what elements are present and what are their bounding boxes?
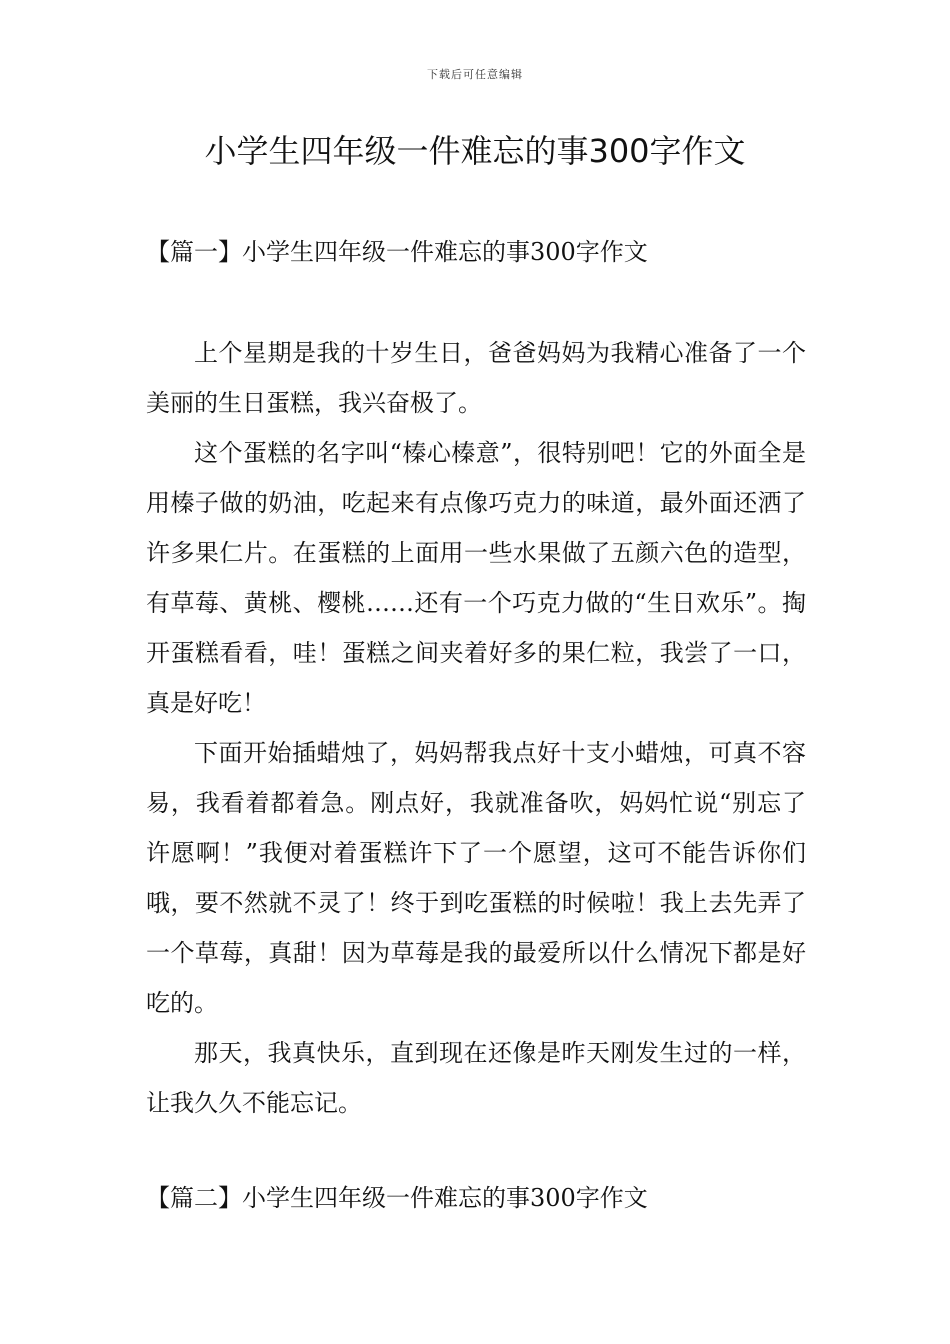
paragraph-3: 下面开始插蜡烛了，妈妈帮我点好十支小蜡烛，可真不容易，我看着都着急。刚点好，我就准备吹，妈妈忙说“别忘了许愿啊！”我便对着蛋糕许下了一个愿望，这可不能告诉你们哦，要不然就不灵了！终于到吃蛋糕的时候啦！我上去先弄了一个草莓，真甜！因为草莓是我的最爱所以什么情况下都是好吃的。: [146, 739, 806, 1017]
section-1-body: [146, 328, 806, 1128]
section-heading-2: 【篇二】小学生四年级一件难忘的事300字作文: [146, 1184, 648, 1212]
section-heading-1: 【篇一】小学生四年级一件难忘的事300字作文: [146, 238, 648, 266]
paragraph-4: 那天，我真快乐，直到现在还像是昨天刚发生过的一样，让我久久不能忘记。: [146, 1039, 806, 1117]
document-title: 小学生四年级一件难忘的事300字作文: [204, 132, 746, 170]
paragraph-1: 上个星期是我的十岁生日，爸爸妈妈为我精心准备了一个美丽的生日蛋糕，我兴奋极了。: [146, 339, 806, 417]
paragraph-2: 这个蛋糕的名字叫“榛心榛意”，很特别吧！它的外面全是用榛子做的奶油，吃起来有点像巧克力的味道，最外面还洒了许多果仁片。在蛋糕的上面用一些水果做了五颜六色的造型，有草莓、黄桃、樱桃……还有一个巧克力做的“生日欢乐”。掏开蛋糕看看，哇！蛋糕之间夹着好多的果仁粒，我尝了一口，真是好吃！: [146, 439, 806, 717]
header-note: 下载后可任意编辑: [427, 68, 523, 81]
